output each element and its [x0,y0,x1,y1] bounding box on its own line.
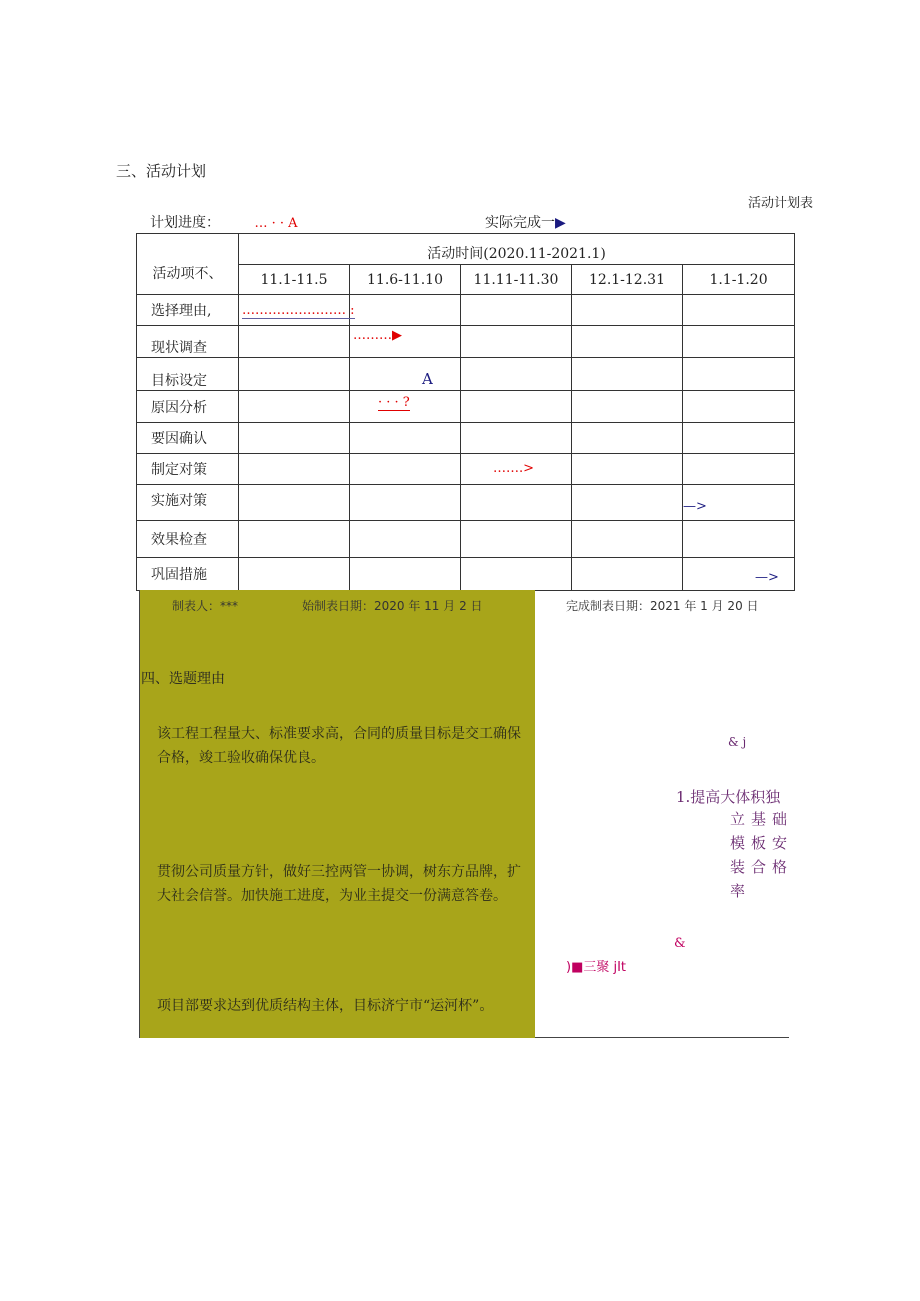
table-row [137,485,795,521]
section-title: 四、选题理由 [141,671,225,687]
goal-line: 装合格 [730,858,794,876]
actual-mark: —> [683,499,707,514]
section-title: 三、活动计划 [116,162,207,180]
goal-subtext: )■三聚 jIt [566,960,627,975]
period-header: 12.1-12.31 [572,265,683,295]
goal-line: 立基础 [730,810,794,828]
selection-reason-panel [140,590,535,1038]
actual-legend-label: 实际完成一 [485,215,555,231]
reason-paragraph: 项目部要求达到优质结构主体，目标济宁市“运河杯”。 [157,998,494,1014]
goal-title: 1.提高大体积独 [676,788,781,806]
actual-arrow-icon: ▶ [555,215,566,231]
row-label: 制定对策 [137,454,239,485]
table-row [137,391,795,423]
divider [139,590,140,1038]
table-header-row [137,234,795,265]
actual-legend [485,212,566,232]
plan-legend-mark: … · · A [254,216,298,231]
row-label: 选择理由, [137,295,239,326]
row-label: 现状调查 [137,326,239,358]
plan-mark: · · · ? [378,395,410,410]
goal-mark: & j [728,735,747,749]
plan-mark: ………▶ [353,328,402,343]
table-row [137,295,795,326]
row-label: 实施对策 [137,485,239,521]
row-label: 巩固措施 [137,558,239,591]
end-date: 完成制表日期：2021 年 1 月 20 日 [566,599,759,613]
table-maker: 制表人：*** [172,599,239,613]
row-label: 效果检查 [137,521,239,558]
actual-mark: —> [755,570,779,585]
divider [535,1037,789,1038]
plan-mark: …….> [493,461,535,476]
row-label: 原因分析 [137,391,239,423]
goal-line: 模板安 [730,834,794,852]
activity-plan-table [136,233,795,591]
table-caption: 活动计划表 [748,196,814,211]
period-header: 11.6-11.10 [350,265,461,295]
reason-paragraph: 贯彻公司质量方针，做好三控两管一协调，树东方品牌，扩大社会信誉。加快施工进度，为业主提交一份满意答卷。 [157,864,521,904]
row-label: 目标设定 [137,358,239,391]
table-row [137,521,795,558]
goal-mark: & [674,936,686,951]
time-header: 活动时间(2020.11-2021.1) [239,234,795,265]
table-row [137,358,795,391]
reason-paragraph: 该工程工程量大、标准要求高，合同的质量目标是交工确保合格，竣工验收确保优良。 [157,726,521,766]
table-row [137,423,795,454]
table-row [137,326,795,358]
corner-label: 活动项不、 [137,234,239,295]
goal-line: 率 [730,882,752,900]
start-date: 始制表日期：2020 年 11 月 2 日 [302,599,483,613]
plan-legend [150,212,298,232]
row-label: 要因确认 [137,423,239,454]
plan-legend-label: 计划进度： [150,215,220,231]
period-header: 1.1-1.20 [683,265,795,295]
period-header: 11.11-11.30 [461,265,572,295]
period-header: 11.1-11.5 [239,265,350,295]
table-row [137,558,795,591]
table-row [137,454,795,485]
actual-mark: A [422,370,433,388]
plan-mark: …………………… : [242,303,355,318]
